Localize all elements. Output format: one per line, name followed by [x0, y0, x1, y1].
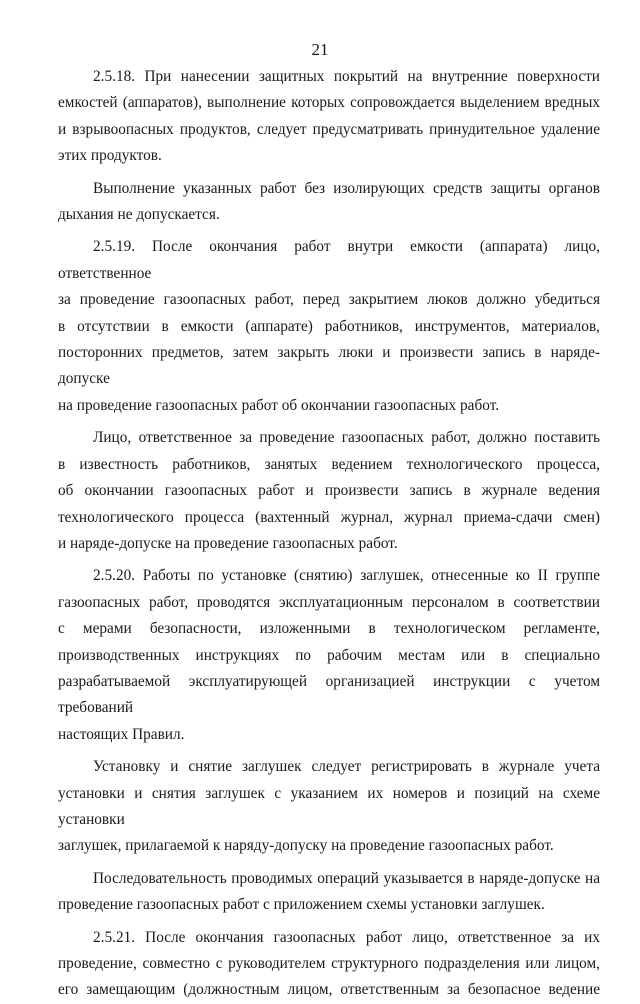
paragraph	[58, 234, 600, 419]
paragraph	[58, 563, 600, 748]
text-line: в известность работников, занятых ведением технологического процесса,	[58, 455, 600, 473]
paragraph	[58, 754, 600, 860]
text-line: производственных инструкциях по рабочим местам или в специально	[58, 646, 600, 664]
text-line: Установку и снятие заглушек следует регистрировать в журнале учета	[93, 758, 600, 776]
text-line: установки и снятия заглушек с указанием их номеров и позиций на схеме установки	[58, 784, 600, 828]
document-body	[58, 64, 600, 1004]
text-line: на проведение газоопасных работ об окончании газоопасных работ.	[58, 396, 500, 414]
text-line: за проведение газоопасных работ, перед закрытием люков должно убедиться	[58, 291, 600, 309]
paragraph	[58, 866, 600, 919]
text-line: газоопасных работ, проводятся эксплуатационным персоналом в соответствии	[58, 593, 600, 611]
text-line: заглушек, прилагаемой к наряду-допуску на проведение газоопасных работ.	[58, 837, 554, 855]
text-line: разрабатываемой эксплуатирующей организацией инструкции с учетом требований	[58, 672, 600, 717]
text-line: емкостей (аппаратов), выполнение которых сопровождается выделением вредных	[58, 94, 600, 112]
text-line: проведение, совместно с руководителем структурного подразделения или лицом,	[58, 955, 600, 972]
text-line: и взрывоопасных продуктов, следует предусматривать принудительное удаление	[58, 120, 600, 138]
text-line: его замещающим (должностным лицом, ответственным за безопасное ведение	[58, 981, 600, 999]
page-number: 21	[311, 40, 329, 59]
paragraph	[58, 925, 600, 1004]
text-line: этих продуктов.	[58, 147, 162, 165]
text-line: настоящих Правил.	[58, 725, 185, 743]
paragraph	[58, 64, 600, 170]
text-line: проведение газоопасных работ с приложением схемы установки заглушек.	[58, 896, 545, 914]
text-line: технологического процесса (вахтенный журнал, журнал приема-сдачи смен)	[58, 508, 600, 526]
text-line: дыхания не допускается.	[58, 206, 220, 224]
text-line: Выполнение указанных работ без изолирующих средств защиты органов	[93, 179, 600, 197]
text-line: об окончании газоопасных работ и произвести запись в журнале ведения	[58, 482, 600, 500]
text-line: посторонних предметов, затем закрыть люки и произвести запись в наряде-допуске	[58, 344, 600, 388]
paragraph	[58, 425, 600, 557]
paragraph	[58, 176, 600, 229]
text-line: 2.5.20. Работы по установке (снятию) заглушек, отнесенные ко II группе	[93, 567, 600, 585]
text-line: в отсутствии в емкости (аппарате) работников, инструментов, материалов,	[58, 317, 600, 335]
text-line: и наряде-допуске на проведение газоопасных работ.	[58, 534, 398, 552]
text-line: 2.5.18. При нанесении защитных покрытий на внутренние поверхности	[93, 68, 600, 85]
text-line: Последовательность проводимых операций указывается в наряде-допуске на	[93, 869, 600, 887]
text-line: с мерами безопасности, изложенными в технологическом регламенте,	[58, 620, 600, 638]
text-line: 2.5.19. После окончания работ внутри емкости (аппарата) лицо, ответственное	[58, 238, 600, 282]
text-line: Лицо, ответственное за проведение газоопасных работ, должно поставить	[93, 429, 600, 447]
text-line: 2.5.21. После окончания газоопасных работ лицо, ответственное за их	[93, 928, 600, 946]
